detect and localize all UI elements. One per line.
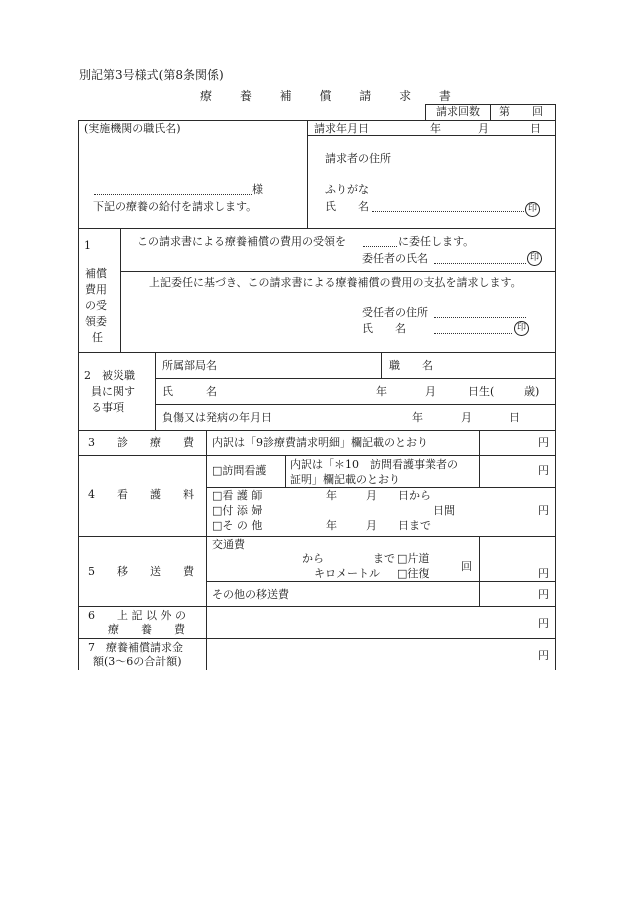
home-nursing-checkbox[interactable]: □訪問看護 — [212, 464, 267, 477]
home-nursing-detail-2: 証明」欄記載のとおり — [290, 473, 400, 486]
birth-day: 日生( — [468, 385, 495, 398]
period-to-month: 月 — [366, 519, 377, 532]
furigana-label: ふりがな — [325, 183, 369, 196]
form-title: 療 養 補 償 請 求 書 — [200, 89, 455, 103]
section2-label-1: 2 被災職 — [84, 369, 135, 382]
section2-label-3: る事項 — [91, 401, 124, 414]
claim-day: 日 — [530, 122, 541, 135]
section4-label: 4 看 護 料 — [88, 488, 194, 501]
section5-label: 5 移 送 費 — [88, 565, 194, 578]
section1-label-2: 費用 — [85, 283, 107, 296]
section7-yen: 円 — [538, 649, 549, 662]
injury-day: 日 — [509, 411, 520, 424]
nurse-checkbox[interactable]: □看 護 師 — [212, 489, 263, 502]
birth-year: 年 — [376, 385, 387, 398]
period-to-day: 日まで — [398, 519, 431, 532]
delegation-sentence-a: この請求書による療養補償の費用の受領を — [137, 235, 346, 248]
institution-name-line[interactable] — [94, 194, 252, 195]
period-to-year: 年 — [326, 519, 337, 532]
injury-month: 月 — [461, 411, 472, 424]
section7-label-2: 額(3～6の合計額) — [93, 655, 182, 668]
attendant-checkbox[interactable]: □付 添 婦 — [212, 504, 263, 517]
section6-label-1: 6 上 記 以 外 の — [88, 609, 186, 622]
other-transport-label: その他の移送費 — [212, 588, 289, 601]
section5-yen-1: 円 — [538, 567, 549, 580]
section4-yen-2: 円 — [538, 504, 549, 517]
delegatee-name-label: 氏 名 — [362, 322, 406, 335]
delegate-name-label: 委任者の氏名 — [362, 252, 428, 265]
period-days: 日間 — [433, 504, 455, 517]
other-checkbox[interactable]: □そ の 他 — [212, 519, 263, 532]
section1-number: 1 — [84, 239, 91, 252]
injury-year: 年 — [412, 411, 423, 424]
employee-name-label: 氏 名 — [162, 385, 217, 398]
transport-label: 交通費 — [212, 538, 245, 551]
age-label: 歳) — [524, 385, 540, 398]
section4-yen-1: 円 — [538, 464, 549, 477]
round-trip-checkbox[interactable]: □往復 — [397, 567, 430, 580]
section1-label-1: 補償 — [85, 267, 107, 280]
seal-mark: 印 — [525, 202, 540, 217]
delegation-request-sentence: 上記委任に基づき、この請求書による療養補償の費用の支払を請求します。 — [149, 276, 522, 289]
transport-to: まで — [373, 552, 395, 565]
claim-count-value: 第 回 — [499, 105, 543, 118]
injury-date-label: 負傷又は発病の年月日 — [162, 411, 272, 424]
claim-month: 月 — [478, 122, 489, 135]
period-from-day: 日から — [398, 489, 431, 502]
section1-label-3: の受 — [85, 299, 107, 312]
claim-date-label: 請求年月日 — [314, 122, 369, 135]
delegate-seal-mark: 印 — [527, 251, 542, 266]
section7-label-1: 7 療養補償請求金 — [88, 641, 183, 654]
claimant-name-label: 氏 名 — [325, 200, 369, 213]
dept-label: 所属部局名 — [162, 359, 217, 372]
medical-fee-detail: 内訳は「9診療費請求明細」欄記載のとおり — [212, 436, 428, 449]
claimant-address-label: 請求者の住所 — [325, 152, 391, 165]
delegate-line[interactable] — [363, 246, 397, 247]
delegate-name-line[interactable] — [434, 263, 526, 264]
section1-label-4: 領委 — [85, 315, 107, 328]
claimant-name-line[interactable] — [372, 211, 524, 212]
section1-label-5: 任 — [92, 331, 103, 344]
delegatee-name-line[interactable] — [434, 333, 512, 334]
transport-from: から — [302, 552, 324, 565]
section2-label-2: 員に関す — [91, 385, 135, 398]
form-number: 別記第3号様式(第8条関係) — [79, 68, 224, 82]
claim-count-label: 請求回数 — [436, 105, 480, 118]
position-label: 職 名 — [389, 359, 433, 372]
claim-year: 年 — [430, 122, 441, 135]
delegatee-seal-mark: 印 — [514, 321, 529, 336]
section3-label: 3 診 療 費 — [88, 436, 194, 449]
home-nursing-detail-1: 内訳は「＊10 訪問看護事業者の — [290, 458, 458, 471]
delegatee-address-line[interactable] — [434, 317, 526, 318]
section5-yen-2: 円 — [538, 588, 549, 601]
section6-label-2: 療 養 費 — [108, 623, 185, 636]
km-label: キロメートル — [314, 567, 380, 580]
times-label: 回 — [461, 560, 472, 573]
institution-label: (実施機関の職氏名) — [84, 122, 181, 135]
period-from-month: 月 — [366, 489, 377, 502]
delegatee-address-label: 受任者の住所 — [362, 306, 428, 319]
sama-label: 様 — [252, 183, 263, 196]
delegation-sentence-b: に委任します。 — [398, 235, 475, 248]
one-way-checkbox[interactable]: □片道 — [397, 552, 430, 565]
birth-month: 月 — [425, 385, 436, 398]
request-sentence: 下記の療養の給付を請求します。 — [93, 200, 258, 213]
section3-yen: 円 — [538, 436, 549, 449]
period-from-year: 年 — [326, 489, 337, 502]
section6-yen: 円 — [538, 617, 549, 630]
